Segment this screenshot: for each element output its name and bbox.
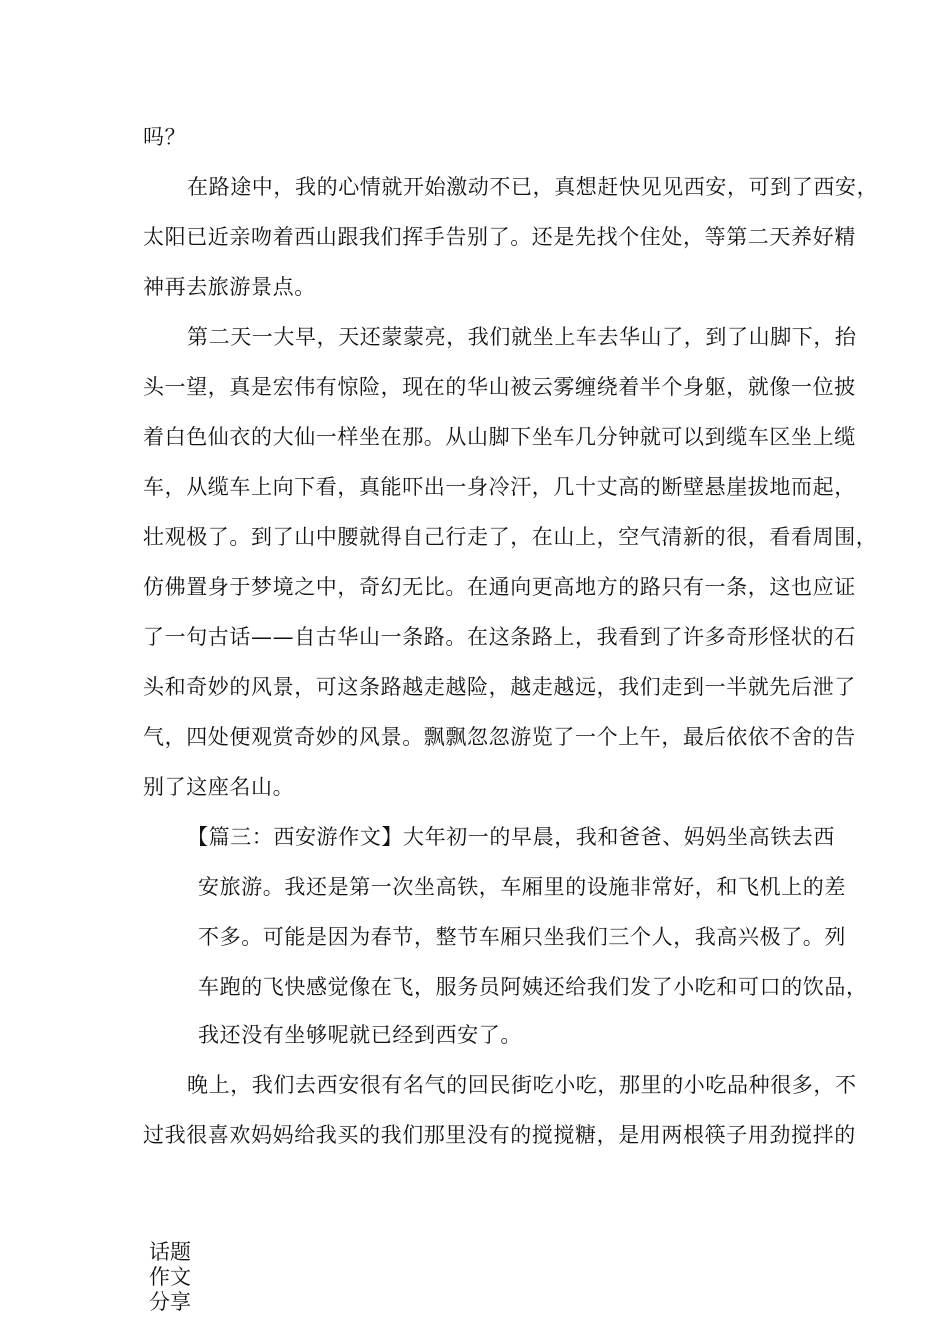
- footer-tag-line: 话题: [149, 1240, 191, 1264]
- text-line: 仿佛置身于梦境之中，奇幻无比。在通向更高地方的路只有一条，这也应证: [143, 575, 856, 599]
- text-line: 着白色仙衣的大仙一样坐在那。从山脚下坐车几分钟就可以到缆车区坐上缆: [143, 425, 856, 449]
- text-line: 神再去旅游景点。: [143, 275, 316, 299]
- text-line: 气，四处便观赏奇妙的风景。飘飘忽忽游览了一个上午，最后依依不舍的告: [143, 725, 856, 749]
- footer-tag-line: 作文: [149, 1265, 191, 1289]
- text-line: 安旅游。我还是第一次坐高铁，车厢里的设施非常好，和飞机上的差: [198, 875, 846, 899]
- text-line: 在路途中，我的心情就开始激动不已，真想赶快见见西安，可到了西安，: [187, 175, 879, 199]
- text-line: 晚上，我们去西安很有名气的回民街吃小吃，那里的小吃品种很多，不: [187, 1073, 857, 1097]
- text-line: 头和奇妙的风景，可这条路越走越险，越走越远，我们走到一半就先后泄了: [143, 675, 856, 699]
- footer-tag-line: 分享: [149, 1290, 191, 1314]
- text-line: 吗？: [143, 125, 187, 149]
- text-line: 壮观极了。到了山中腰就得自己行走了，在山上，空气清新的很，看看周围，: [143, 525, 878, 549]
- text-line: 车跑的飞快感觉像在飞，服务员阿姨还给我们发了小吃和可口的饮品，: [198, 975, 868, 999]
- text-line: 了一句古话——自古华山一条路。在这条路上，我看到了许多奇形怪状的石: [143, 625, 856, 649]
- footer-tag: [149, 1240, 209, 1315]
- text-line: 头一望，真是宏伟有惊险，现在的华山被云雾缠绕着半个身躯，就像一位披: [143, 375, 856, 399]
- text-line: 车，从缆车上向下看，真能吓出一身冷汗，几十丈高的断壁悬崖拔地而起，: [143, 475, 856, 499]
- section-heading-line: 【篇三：西安游作文】大年初一的早晨，我和爸爸、妈妈坐高铁去西: [187, 825, 835, 849]
- text-line: 过我很喜欢妈妈给我买的我们那里没有的搅搅糖，是用两根筷子用劲搅拌的: [143, 1123, 856, 1147]
- text-line: 不多。可能是因为春节，整节车厢只坐我们三个人，我高兴极了。列: [198, 925, 846, 949]
- text-line: 第二天一大早，天还蒙蒙亮，我们就坐上车去华山了，到了山脚下，抬: [187, 325, 857, 349]
- text-line: 太阳已近亲吻着西山跟我们挥手告别了。还是先找个住处，等第二天养好精: [143, 225, 856, 249]
- text-line: 别了这座名山。: [143, 775, 295, 799]
- text-line: 我还没有坐够呢就已经到西安了。: [198, 1023, 522, 1047]
